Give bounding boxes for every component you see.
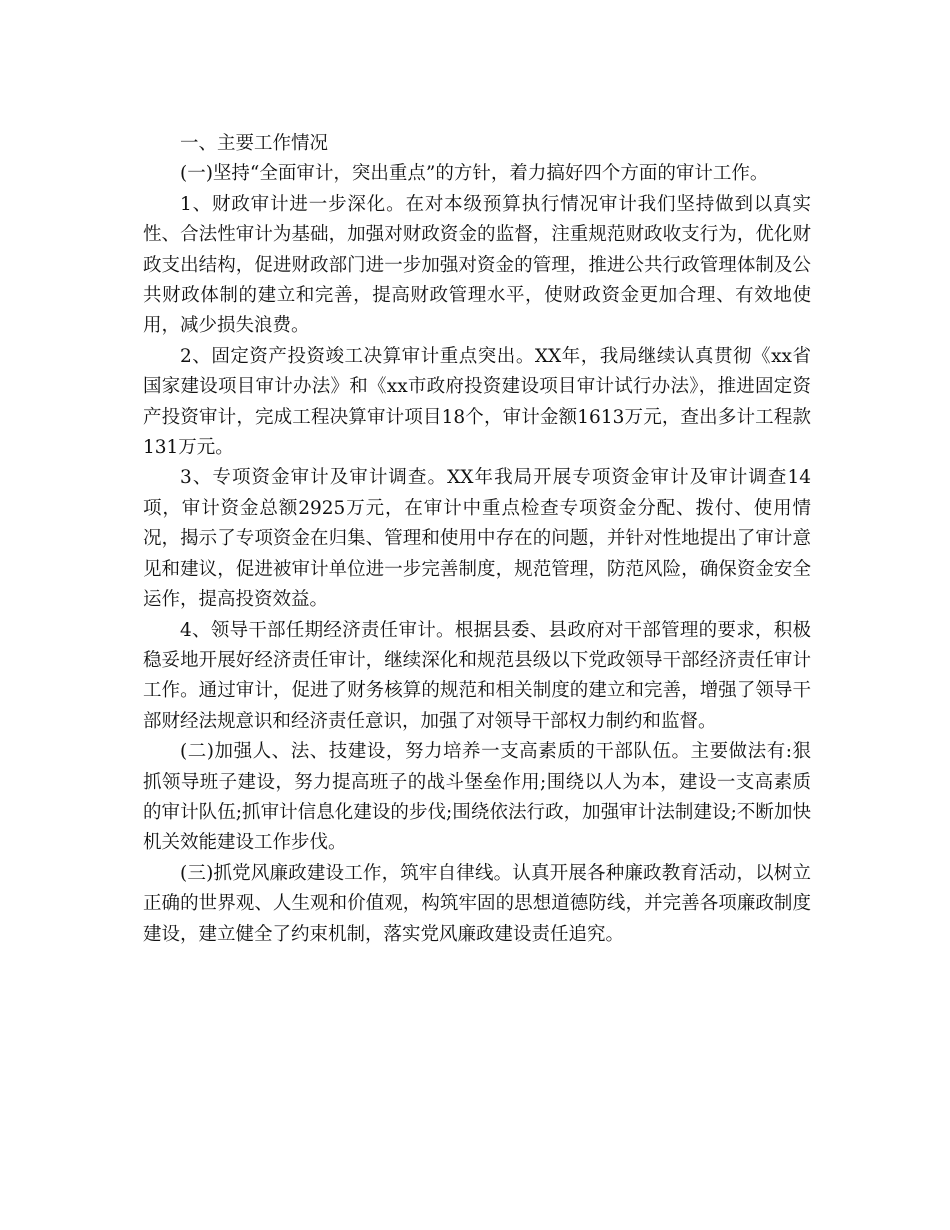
paragraph: 3、专项资金审计及审计调查。XX年我局开展专项资金审计及审计调查14项，审计资金总额2925万元，在审计中重点检查专项资金分配、拨付、使用情况，揭示了专项资金在归集、管理和使用中存在的问题，并针对性地提出了审计意见和建议，促进被审计单位进一步完善制度，规范管理，防范风险，确保资金安全运作，提高投资效益。 [143, 467, 811, 611]
document-body [143, 129, 811, 950]
section-heading: 一、主要工作情况 [180, 133, 329, 154]
paragraph: 1、财政审计进一步深化。在对本级预算执行情况审计我们坚持做到以真实性、合法性审计为基础，加强对财政资金的监督，注重规范财政收支行为，优化财政支出结构，促进财政部门进一步加强对资金的管理，推进公共行政管理体制及公共财政体制的建立和完善，提高财政管理水平，使财政资金更加合理、有效地使用，减少损失浪费。 [143, 193, 811, 337]
paragraph: (一)坚持“全面审计，突出重点”的方针，着力搞好四个方面的审计工作。 [180, 163, 769, 185]
paragraph: 2、固定资产投资竣工决算审计重点突出。XX年，我局继续认真贯彻《xx省国家建设项目审计办法》和《xx市政府投资建设项目审计试行办法》，推进固定资产投资审计，完成工程决算审计项目18个，审计金额1613万元，查出多计工程款131万元。 [143, 345, 811, 459]
paragraph: (三)抓党风廉政建设工作，筑牢自律线。认真开展各种廉政教育活动，以树立正确的世界观、人生观和价值观，构筑牢固的思想道德防线，并完善各项廉政制度建设，建立健全了约束机制，落实党风廉政建设责任追究。 [143, 862, 811, 945]
paragraph: 4、领导干部任期经济责任审计。根据县委、县政府对干部管理的要求，积极稳妥地开展好经济责任审计，继续深化和规范县级以下党政领导干部经济责任审计工作。通过审计，促进了财务核算的规范和相关制度的建立和完善，增强了领导干部财经法规意识和经济责任意识，加强了对领导干部权力制约和监督。 [143, 619, 811, 732]
paragraph: (二)加强人、法、技建设，努力培养一支高素质的干部队伍。主要做法有:狠抓领导班子建设，努力提高班子的战斗堡垒作用;围绕以人为本，建设一支高素质的审计队伍;抓审计信息化建设的步伐;围绕依法行政，加强审计法制建设;不断加快机关效能建设工作步伐。 [143, 741, 811, 854]
